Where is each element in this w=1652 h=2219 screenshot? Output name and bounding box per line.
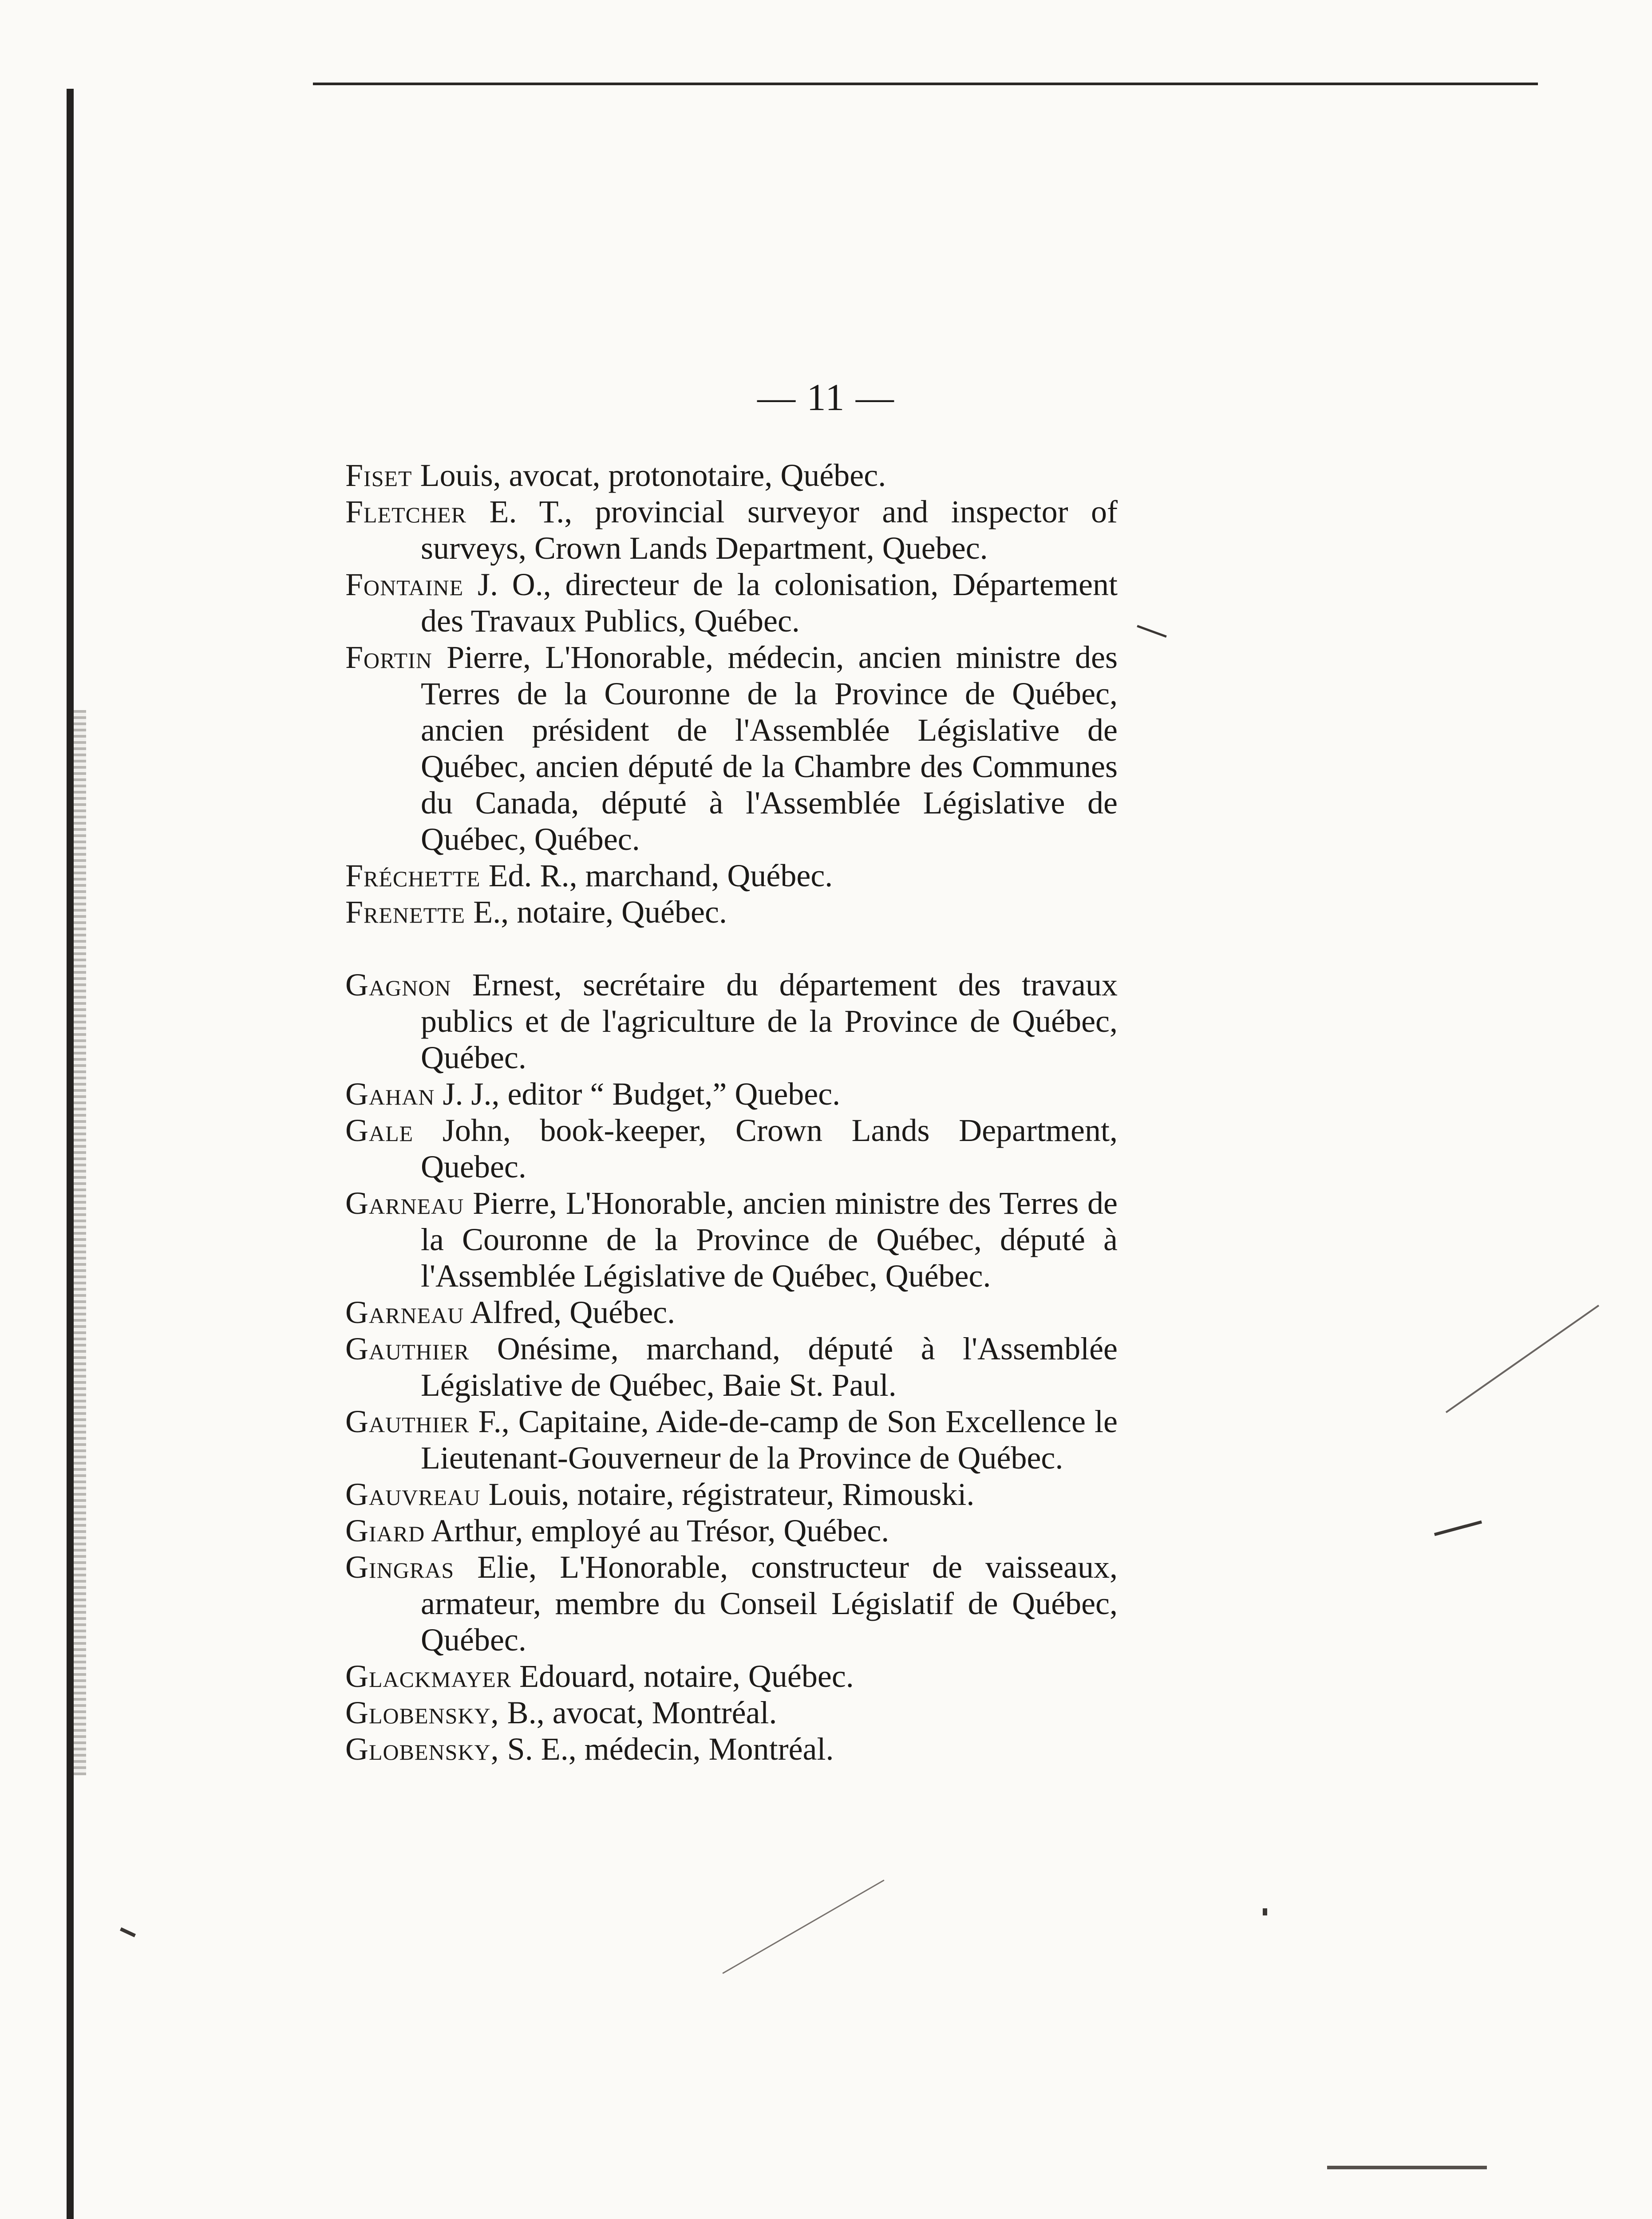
scan-speck [1263,1908,1267,1915]
entry-surname: Garneau [345,1185,464,1221]
entry-details: Pierre, L'Honorable, ancien ministre des Terres de la Couronne de la Province de Québec, député à l'Assemblée Législative de Québec, Québec. [421,1185,1118,1294]
directory-entry [345,566,1118,639]
directory-entry [345,1694,1118,1731]
entry-surname: Glackmayer [345,1658,512,1694]
entry-surname: Garneau [345,1295,464,1330]
entry-details: Pierre, L'Honorable, médecin, ancien ministre des Terres de la Couronne de la Province de Québec, ancien président de l'Assemblée Législative de Québec, ancien député de la Chambre des Communes du Canada, député à l'Assemblée Législative de Québec, Québec. [421,640,1118,857]
entry-details: Ed. R., marchand, Québec. [488,858,833,893]
directory-entries [345,457,1118,1767]
entry-surname: Fortin [345,640,432,675]
entry-surname: Gagnon [345,967,451,1003]
entry-details: John, book-keeper, Crown Lands Department, Quebec. [421,1113,1118,1185]
scan-speck [722,1879,884,1974]
directory-entry [345,1549,1118,1658]
entry-surname: Frenette [345,894,466,930]
entry-surname: Globensky, [345,1731,499,1767]
directory-entry [345,1403,1118,1476]
entry-surname: Gauvreau [345,1477,481,1512]
entry-details: E. T., provincial surveyor and inspector of surveys, Crown Lands Department, Quebec. [421,494,1118,566]
entry-surname: Giard [345,1513,425,1548]
scan-speck [1327,2166,1487,2169]
entry-details: J. J., editor “ Budget,” Quebec. [443,1076,841,1112]
directory-entry [345,857,1118,894]
directory-entry [345,1076,1118,1112]
entry-details: B., avocat, Montréal. [507,1695,777,1730]
entry-details: Edouard, notaire, Québec. [519,1658,854,1694]
entry-details: Arthur, employé au Trésor, Québec. [431,1513,889,1548]
scan-speck [1137,625,1166,638]
scan-speck [1434,1520,1482,1536]
directory-entry [345,494,1118,566]
page-binding-shadow [74,710,86,1775]
entry-surname: Fontaine [345,567,464,602]
entry-surname: Gauthier [345,1331,470,1366]
directory-entry [345,894,1118,930]
entry-surname: Fletcher [345,494,467,529]
entry-details: E., notaire, Québec. [473,894,727,930]
entry-details: Alfred, Québec. [470,1295,676,1330]
directory-entry [345,1476,1118,1512]
directory-entry [345,1112,1118,1185]
top-rule [313,83,1538,85]
directory-entry [345,457,1118,494]
directory-entry [345,1294,1118,1331]
entry-details: Ernest, secrétaire du département des travaux publics et de l'agriculture de la Province de Québec, Québec. [421,967,1118,1075]
directory-entry [345,1185,1118,1294]
entry-surname: Gingras [345,1549,454,1585]
entry-details: Elie, L'Honorable, constructeur de vaisseaux, armateur, membre du Conseil Législatif de Québec, Québec. [421,1549,1118,1658]
section-divider [345,930,1118,967]
entry-surname: Globensky, [345,1695,499,1730]
directory-entry [345,967,1118,1076]
entry-surname: Gahan [345,1076,435,1112]
directory-entry [345,1731,1118,1767]
entry-surname: Fréchette [345,858,481,893]
scan-speck [1446,1305,1599,1413]
entry-surname: Gale [345,1113,414,1148]
directory-entry [345,1331,1118,1403]
entry-surname: Gauthier [345,1404,470,1439]
entry-details: S. E., médecin, Montréal. [507,1731,834,1767]
scan-speck [120,1927,136,1937]
entry-details: Louis, notaire, régistrateur, Rimouski. [488,1477,975,1512]
entry-surname: Fiset [345,458,412,493]
directory-entry [345,1512,1118,1549]
entry-details: F., Capitaine, Aide-de-camp de Son Excellence le Lieutenant-Gouverneur de la Province de Québec. [421,1404,1118,1476]
page-number: — 11 — [757,376,895,419]
entry-details: Louis, avocat, protonotaire, Québec. [420,458,886,493]
entry-details: J. O., directeur de la colonisation, Département des Travaux Publics, Québec. [421,567,1118,639]
entry-details: Onésime, marchand, député à l'Assemblée Législative de Québec, Baie St. Paul. [421,1331,1118,1403]
directory-entry [345,639,1118,857]
directory-entry [345,1658,1118,1694]
